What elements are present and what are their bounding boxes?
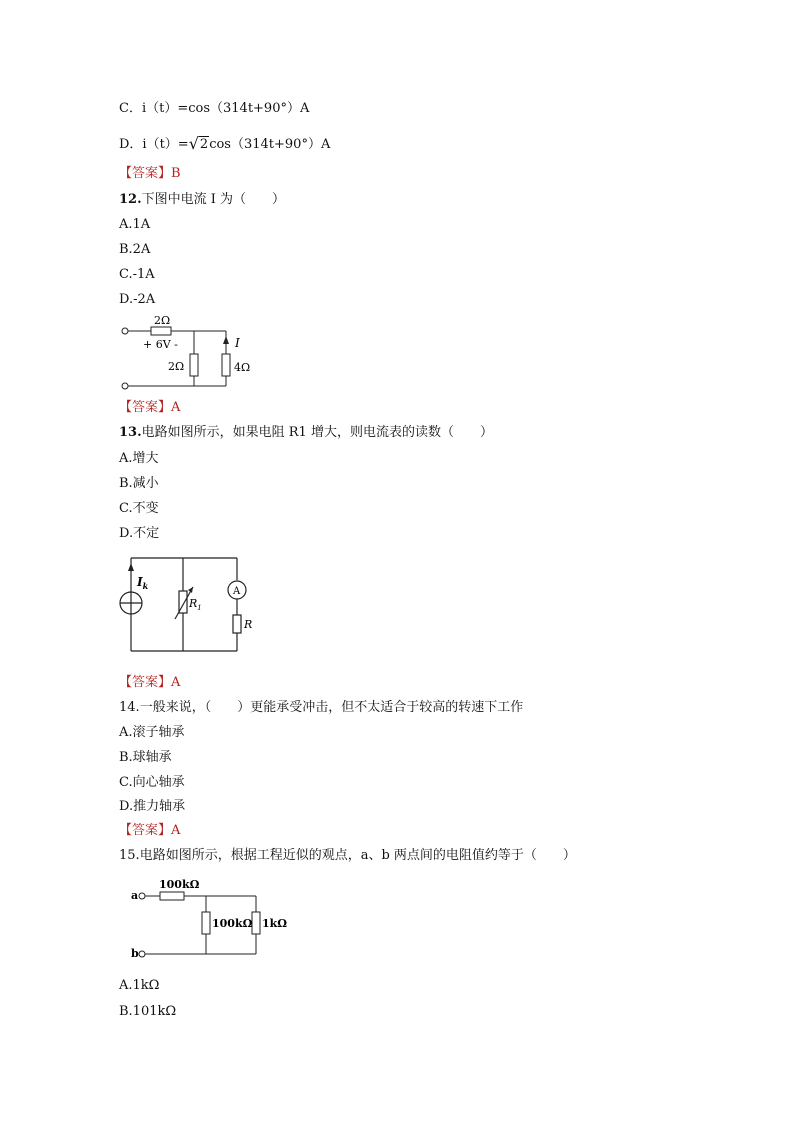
label-ik: $I_k$ <box>137 575 149 591</box>
q12-option-d: D.-2A <box>119 292 156 307</box>
current-arrow-icon <box>223 336 229 344</box>
terminal-a <box>139 893 145 899</box>
label-r-mid: 100kΩ <box>212 917 253 930</box>
q15-option-a: A.1kΩ <box>119 978 160 993</box>
label-r-top: 2Ω <box>154 314 171 327</box>
q14-answer <box>119 822 180 840</box>
resistor-4ohm-right <box>222 354 230 376</box>
label-source: + 6V - <box>143 338 178 351</box>
q12-option-b: B.2A <box>119 242 151 257</box>
q14-option-b: B.球轴承 <box>119 750 172 765</box>
answer-value: B <box>171 166 181 181</box>
answer-value: A <box>171 675 181 690</box>
label-node-b: b <box>131 947 139 960</box>
question-number: 15. <box>119 848 140 863</box>
q13-option-c: C.不变 <box>119 501 159 516</box>
answer-label: 【答案】 <box>119 400 172 415</box>
q13-answer <box>119 674 180 692</box>
q12-stem <box>119 191 285 209</box>
q11-option-d-suffix: cos（314t+90°）A <box>209 137 331 152</box>
terminal-bottom <box>122 383 128 389</box>
resistor-1k-parallel <box>252 912 260 934</box>
resistor-2ohm-middle <box>190 354 198 376</box>
answer-value: A <box>171 400 181 415</box>
q12-option-c: C.-1A <box>119 267 155 282</box>
q12-option-a: A.1A <box>119 217 151 232</box>
label-r1: $R_1$ <box>189 597 202 612</box>
terminal-top <box>122 328 128 334</box>
answer-label: 【答案】 <box>119 675 172 690</box>
question-text: 电路如图所示，如果电阻 R1 增大，则电流表的读数（ ） <box>141 425 493 440</box>
label-r: R <box>244 618 253 631</box>
label-current: I <box>235 336 240 350</box>
q12-answer <box>119 399 180 417</box>
q13-option-d: D.不定 <box>119 526 160 541</box>
question-number: 13. <box>119 425 142 440</box>
q13-option-b: B.减小 <box>119 476 159 491</box>
answer-value: A <box>171 823 181 838</box>
q13-circuit-figure <box>117 553 257 663</box>
terminal-b <box>139 951 145 957</box>
q14-stem <box>119 699 523 717</box>
question-text: 电路如图所示，根据工程近似的观点，a、b 两点间的电阻值约等于（ ） <box>139 848 576 863</box>
q13-option-a: A.增大 <box>119 451 159 466</box>
q14-option-c: C.向心轴承 <box>119 775 185 790</box>
question-text: 下图中电流 I 为（ ） <box>141 192 286 207</box>
q14-option-d: D.推力轴承 <box>119 799 186 814</box>
sqrt-symbol: √2 <box>188 134 209 153</box>
q13-stem <box>119 424 493 442</box>
question-number: 14. <box>119 700 140 715</box>
resistor-100k-series <box>160 892 184 900</box>
resistor-r <box>233 615 241 633</box>
q11-option-c: C．i（t）=cos（314t+90°）A <box>119 101 310 116</box>
question-number: 12. <box>119 192 142 207</box>
source-arrow-icon <box>128 563 134 571</box>
question-text: 一般来说，（ ）更能承受冲击，但不太适合于较高的转速下工作 <box>139 700 524 715</box>
q11-option-d-prefix: D．i（t）= <box>119 137 189 152</box>
label-r-right: 1kΩ <box>262 917 288 930</box>
q15-stem <box>119 847 576 865</box>
answer-label: 【答案】 <box>119 823 172 838</box>
q15-option-b: B.101kΩ <box>119 1004 177 1019</box>
q11-answer <box>119 165 181 183</box>
label-ammeter: A <box>233 586 241 597</box>
label-r-mid: 2Ω <box>168 360 185 373</box>
answer-label: 【答案】 <box>119 166 172 181</box>
q12-circuit-figure <box>118 310 268 392</box>
q14-option-a: A.滚子轴承 <box>119 725 185 740</box>
q11-option-d-sqrt: 2 <box>199 137 209 152</box>
resistor-2ohm-series <box>151 327 171 335</box>
label-r-series: 100kΩ <box>159 878 200 891</box>
q11-option-d <box>119 134 330 154</box>
q15-circuit-figure <box>128 876 298 960</box>
label-node-a: a <box>131 889 139 902</box>
label-r-right: 4Ω <box>234 361 251 374</box>
resistor-100k-parallel <box>202 912 210 934</box>
